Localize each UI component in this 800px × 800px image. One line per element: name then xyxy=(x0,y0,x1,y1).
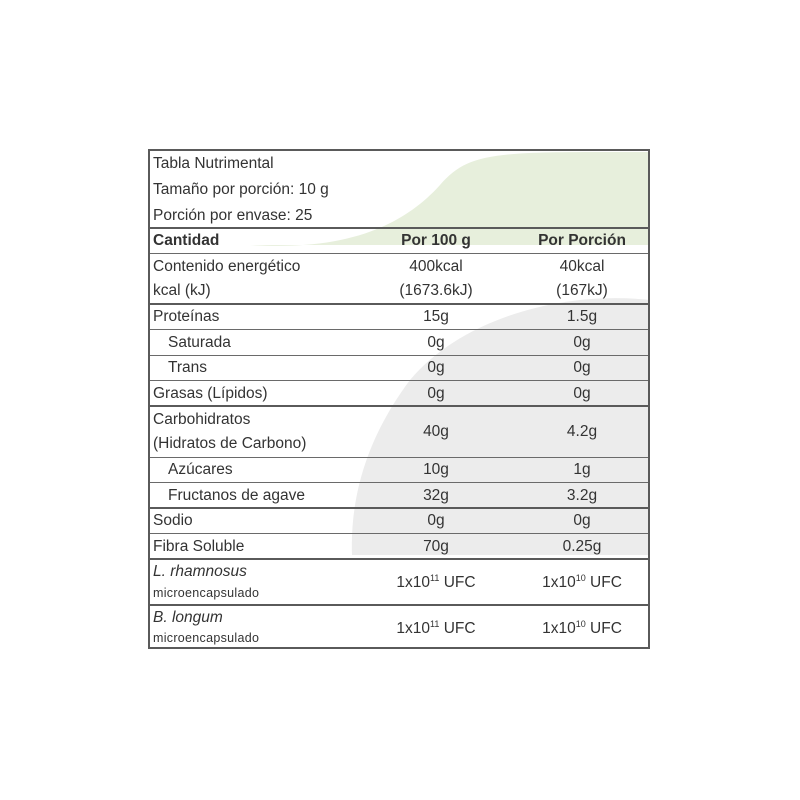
energy-row xyxy=(150,254,648,305)
row-per-serving: 3.2g xyxy=(566,487,598,504)
table-row xyxy=(150,356,648,381)
row-label: Sodio xyxy=(153,512,193,529)
column-header-per-serving: Por Porción xyxy=(538,232,626,249)
column-header-row xyxy=(150,229,648,254)
row-label: Proteínas xyxy=(153,308,220,325)
row-per-100g: 40g xyxy=(423,423,449,440)
serving-size: Tamaño por porción: 10 g xyxy=(153,181,329,198)
energy-unit-label: kcal (kJ) xyxy=(153,282,211,299)
row-label: Trans xyxy=(168,359,208,376)
servings-per-container-row xyxy=(150,202,648,229)
row-per-100g: 0g xyxy=(427,334,445,351)
probiotic-name: L. rhamnosus xyxy=(153,563,247,580)
row-per-serving: 0g xyxy=(573,359,591,376)
serving-size-row xyxy=(150,177,648,202)
row-per-100g: 0g xyxy=(427,359,445,376)
energy-per-100g-kj: (1673.6kJ) xyxy=(399,282,473,299)
row-per-serving: 0g xyxy=(573,512,591,529)
probiotic-form: microencapsulado xyxy=(153,586,260,600)
table-row xyxy=(150,483,648,509)
table-title-row xyxy=(150,151,648,177)
energy-label: Contenido energético xyxy=(153,258,301,275)
row-label: Grasas (Lípidos) xyxy=(153,385,268,402)
probiotic-per-100g: $1x10^{11}$ UFC xyxy=(396,619,476,637)
row-label: Saturada xyxy=(168,334,231,351)
probiotic-per-serving: $1x10^{10}$ UFC xyxy=(542,619,622,637)
row-per-100g: 10g xyxy=(423,461,449,478)
servings-per-container: Porción por envase: 25 xyxy=(153,207,313,224)
table-row xyxy=(150,458,648,483)
row-label: Carbohidratos xyxy=(153,411,251,428)
row-per-serving: 0g xyxy=(573,334,591,351)
table-row xyxy=(150,381,648,407)
table-row xyxy=(150,534,648,560)
probiotic-name: B. longum xyxy=(153,609,223,626)
row-label: Azúcares xyxy=(168,461,233,478)
row-per-100g: 0g xyxy=(427,385,445,402)
energy-per-serving-kcal: 40kcal xyxy=(559,258,605,275)
table-row xyxy=(150,305,648,330)
row-per-100g: 70g xyxy=(423,538,449,555)
probiotic-row xyxy=(150,560,648,606)
row-per-serving: 1g xyxy=(573,461,591,478)
probiotic-per-serving: $1x10^{10}$ UFC xyxy=(542,573,622,591)
row-label: Fructanos de agave xyxy=(168,487,306,504)
row-label: Fibra Soluble xyxy=(153,538,245,555)
nutrition-table xyxy=(148,149,650,649)
row-per-serving: 1.5g xyxy=(566,308,598,325)
table-row xyxy=(150,407,648,458)
column-header-quantity: Cantidad xyxy=(153,232,220,249)
table-row xyxy=(150,509,648,534)
energy-per-serving-kj: (167kJ) xyxy=(556,282,608,299)
probiotic-per-100g: $1x10^{11}$ UFC xyxy=(396,573,476,591)
row-per-100g: 15g xyxy=(423,308,449,325)
energy-per-100g-kcal: 400kcal xyxy=(409,258,463,275)
row-per-100g: 0g xyxy=(427,512,445,529)
row-per-100g: 32g xyxy=(423,487,449,504)
probiotic-form: microencapsulado xyxy=(153,631,260,645)
row-per-serving: 4.2g xyxy=(566,423,598,440)
table-row xyxy=(150,330,648,356)
row-per-serving: 0.25g xyxy=(562,538,602,555)
table-title: Tabla Nutrimental xyxy=(153,155,274,172)
probiotic-row xyxy=(150,606,648,647)
row-per-serving: 0g xyxy=(573,385,591,402)
column-header-per-100g: Por 100 g xyxy=(401,232,471,249)
row-label-line2: (Hidratos de Carbono) xyxy=(153,435,307,452)
